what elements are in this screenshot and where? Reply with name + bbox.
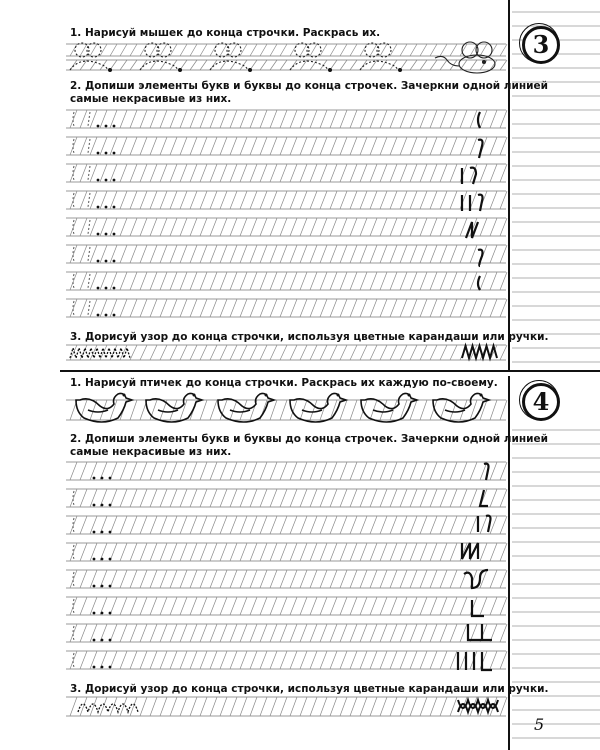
mouse-sample [435, 42, 495, 73]
lesson-separator [60, 370, 600, 372]
task-2-text-cont: самые некрасивые из них. [70, 446, 232, 458]
lesson-number: 3 [532, 30, 550, 59]
margin-line [508, 0, 510, 370]
page-number: 5 [534, 715, 545, 734]
task-3-text: 3. Дорисуй узор до конца строчки, используя цветные карандаши или ручки. [70, 331, 549, 343]
dotted-starters-lesson-4 [73, 477, 111, 669]
ducks-row [76, 394, 489, 423]
task-1-text: 1. Нарисуй мышек до конца строчки. Раскрась их. [70, 27, 381, 39]
dotted-starters-lesson-3 [73, 112, 115, 316]
lesson-number: 4 [532, 387, 550, 416]
task-2-text: 2. Допиши элементы букв и буквы до конца строчек. Зачеркни одной линией [70, 433, 548, 445]
lesson-number-badge [522, 26, 560, 64]
task-2-text-cont: самые некрасивые из них. [70, 93, 232, 105]
task-1-text: 1. Нарисуй птичек до конца строчки. Раскрась их каждую по-своему. [70, 377, 498, 389]
task-2-text: 2. Допиши элементы букв и буквы до конца строчек. Зачеркни одной линией [70, 80, 548, 92]
task-3-text: 3. Дорисуй узор до конца строчки, используя цветные карандаши или ручки. [70, 683, 549, 695]
lesson-number-badge [522, 383, 560, 421]
